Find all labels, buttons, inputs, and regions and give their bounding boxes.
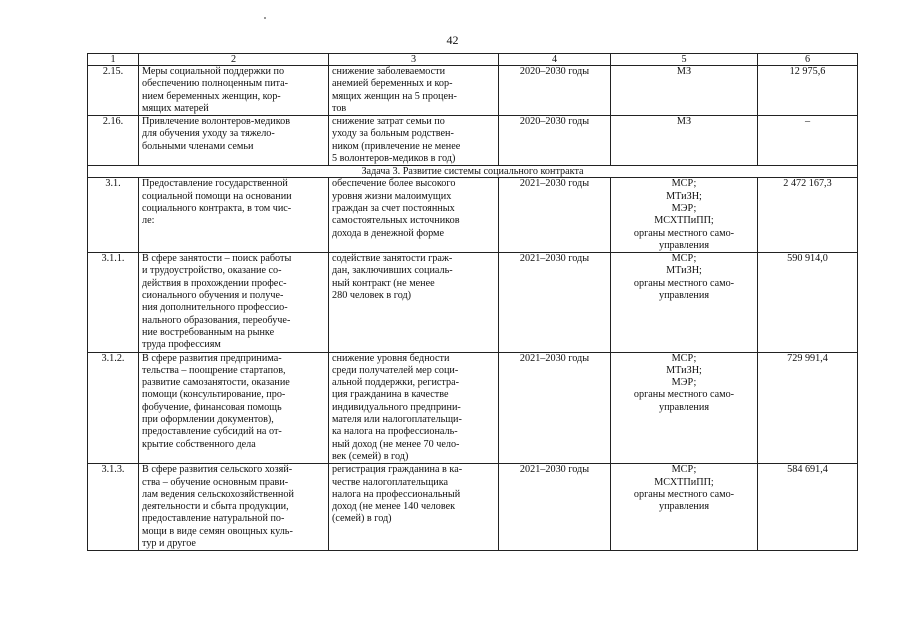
measure-text — [139, 352, 329, 464]
amount-text: 12 975,6 — [758, 66, 858, 116]
executors-text-line: МСР; — [671, 178, 697, 190]
executors-text-line: МСР; — [671, 352, 697, 364]
measure-text — [139, 116, 329, 166]
item-number: 3.1. — [88, 178, 139, 253]
executors-text-line: МТиЗН; — [666, 265, 702, 277]
executors-text-line: МСХТПиПП; — [654, 476, 714, 488]
measure-text-line: и трудоустройство, оказание со- — [142, 265, 282, 277]
period-text: 2020–2030 годы — [499, 116, 611, 166]
result-text-line: альной поддержки, регистра- — [332, 377, 460, 389]
measure-text-line: тельства – поощрение стартапов, — [142, 364, 286, 376]
amount-text: 2 472 167,3 — [758, 178, 858, 253]
result-text-line: мящих женщин на 5 процен- — [332, 90, 457, 102]
measure-text-line: В сфере занятости – поиск работы — [142, 253, 292, 265]
item-number: 3.1.1. — [88, 253, 139, 352]
result-text-line: честве налогоплательщика — [332, 476, 449, 488]
table-row — [88, 352, 858, 464]
column-header: 2 — [139, 54, 329, 66]
executors-text-line: МСХТПиПП; — [654, 215, 714, 227]
result-text-line: ка налога на профессиональ- — [332, 426, 458, 438]
executors-text — [611, 352, 758, 464]
task-row — [88, 166, 858, 178]
measure-text-line: ства – обучение основным прави- — [142, 476, 289, 488]
item-number: 3.1.2. — [88, 352, 139, 464]
result-text-line: дохода в денежной форме — [332, 227, 445, 239]
measure-text-line: действия в прохождении профес- — [142, 277, 287, 289]
executors-text-line: МТиЗН; — [666, 364, 702, 376]
result-text-line: мателя или налогоплательщи- — [332, 414, 462, 426]
executors-text — [611, 178, 758, 253]
amount-text: 584 691,4 — [758, 464, 858, 551]
executors-text-line: органы местного само- — [633, 227, 735, 239]
measure-text-line: труда профессиям — [142, 339, 221, 351]
table-row — [88, 116, 858, 166]
measure-text-line: социальной помощи на основании — [142, 190, 292, 202]
measure-text-line: лам ведения сельскохозяйственной — [142, 488, 294, 500]
result-text-line: ный доход (не менее 70 чело- — [332, 438, 460, 450]
executors-text-line: управления — [658, 401, 710, 413]
measure-text-line: В сфере развития сельского хозяй- — [142, 464, 293, 476]
result-text-line: снижение заболеваемости — [332, 66, 446, 77]
scan-speck — [264, 17, 266, 19]
measure-text — [139, 178, 329, 253]
executors-text-line: управления — [658, 290, 710, 302]
measure-text — [139, 464, 329, 551]
measure-text-line: обеспечению полноценным пита- — [142, 78, 289, 90]
result-text-line: уровня жизни малоимущих — [332, 190, 452, 202]
result-text-line: регистрация гражданина в ка- — [332, 464, 463, 476]
executors-text-line: МТиЗН; — [666, 190, 702, 202]
amount-text: 729 991,4 — [758, 352, 858, 464]
column-header: 6 — [758, 54, 858, 66]
measure-text-line: помощи (консультирование, про- — [142, 389, 286, 401]
result-text-line: индивидуального предприни- — [332, 401, 461, 413]
result-text-line: снижение уровня бедности — [332, 352, 450, 364]
result-text-line: граждан за счет постоянных — [332, 202, 455, 214]
measure-text-line: предоставление субсидий на от- — [142, 426, 282, 438]
measure-text — [139, 66, 329, 116]
page-number: 42 — [446, 33, 459, 47]
table-row — [88, 464, 858, 551]
result-text-line: самостоятельных источников — [332, 215, 460, 227]
result-text-line: доход (не менее 140 человек — [332, 501, 456, 513]
measure-text-line: Меры социальной поддержки по — [142, 66, 285, 77]
period-text: 2021–2030 годы — [499, 178, 611, 253]
result-text-line: век (семей) в год) — [332, 450, 409, 462]
executors-text-line: МЭР; — [671, 202, 697, 214]
result-text — [329, 464, 499, 551]
result-text-line: ный контракт (не менее — [332, 277, 435, 289]
table-row — [88, 178, 858, 253]
executors-text — [611, 116, 758, 166]
result-text-line: содействие занятости граж- — [332, 253, 453, 265]
measure-text-line: нального образования, переобуче- — [142, 314, 291, 326]
measure-text-line: социального контракта, в том чис- — [142, 202, 292, 214]
measure-text-line: Привлечение волонтеров-медиков — [142, 116, 291, 128]
item-number: 2.15. — [88, 66, 139, 116]
measure-text-line: ле: — [142, 215, 155, 227]
period-text: 2021–2030 годы — [499, 464, 611, 551]
result-text-line: 5 волонтеров-медиков в год) — [332, 153, 456, 165]
column-header: 1 — [88, 54, 139, 66]
result-text — [329, 352, 499, 464]
measure-text-line: тур и другое — [142, 537, 196, 549]
measure-text-line: для обучения уходу за тяжело- — [142, 128, 275, 140]
measure-text-line: мящих матерей — [142, 102, 209, 114]
measure-text-line: деятельности и сбыта продукции, — [142, 501, 289, 513]
measure-text-line: ния дополнительного профессио- — [142, 302, 288, 314]
result-text-line: тов — [332, 102, 347, 114]
column-header: 3 — [329, 54, 499, 66]
measure-text-line: развитие самозанятости, оказание — [142, 377, 290, 389]
task-title: Задача 3. Развитие системы социального контракта — [88, 166, 858, 178]
measure-text-line: В сфере развития предпринима- — [142, 352, 282, 364]
measure-text-line: сионального обучения и получе- — [142, 290, 284, 302]
table-body — [88, 66, 858, 551]
period-text: 2021–2030 годы — [499, 352, 611, 464]
measure-text-line: Предоставление государственной — [142, 178, 288, 190]
amount-text: 590 914,0 — [758, 253, 858, 352]
measure-text-line: фобучение, финансовая помощь — [142, 401, 282, 413]
result-text-line: среди получателей мер соци- — [332, 364, 459, 376]
table-row — [88, 253, 858, 352]
result-text-line: 280 человек в год) — [332, 290, 412, 302]
measure-text-line: мощи в виде семян овощных куль- — [142, 525, 293, 537]
measure-text-line: предоставление натуральной по- — [142, 513, 285, 525]
executors-text-line: МЭР; — [671, 377, 697, 389]
executors-text-line: МСР; — [671, 253, 697, 265]
result-text — [329, 178, 499, 253]
measure-text — [139, 253, 329, 352]
executors-text — [611, 253, 758, 352]
column-header: 4 — [499, 54, 611, 66]
executors-text-line: МЗ — [676, 66, 692, 77]
item-number: 3.1.3. — [88, 464, 139, 551]
executors-text — [611, 464, 758, 551]
result-text-line: анемией беременных и кор- — [332, 78, 453, 90]
amount-text: – — [758, 116, 858, 166]
executors-text-line: МЗ — [676, 116, 692, 128]
result-text-line: снижение затрат семьи по — [332, 116, 445, 128]
result-text-line: уходу за больным родствен- — [332, 128, 454, 140]
measure-text-line: ние востребованным на рынке — [142, 326, 275, 338]
result-text-line: налога на профессиональный — [332, 488, 461, 500]
measures-table — [87, 53, 858, 551]
executors-text-line: управления — [658, 501, 710, 513]
header-row — [88, 54, 858, 66]
result-text-line: ником (привлечение не менее — [332, 140, 461, 152]
period-text: 2021–2030 годы — [499, 253, 611, 352]
measure-text-line: больными членами семьи — [142, 140, 254, 152]
result-text-line: (семей) в год) — [332, 513, 392, 525]
executors-text-line: управления — [658, 239, 710, 251]
result-text-line: обеспечение более высокого — [332, 178, 456, 190]
executors-text-line: МСР; — [671, 464, 697, 476]
result-text-line: дан, заключивших социаль- — [332, 265, 453, 277]
measure-text-line: при оформлении документов), — [142, 414, 274, 426]
executors-text — [611, 66, 758, 116]
item-number: 2.16. — [88, 116, 139, 166]
executors-text-line: органы местного само- — [633, 488, 735, 500]
result-text — [329, 66, 499, 116]
result-text — [329, 116, 499, 166]
measure-text-line: крытие собственного дела — [142, 438, 256, 450]
executors-text-line: органы местного само- — [633, 277, 735, 289]
executors-text-line: органы местного само- — [633, 389, 735, 401]
period-text: 2020–2030 годы — [499, 66, 611, 116]
column-header: 5 — [611, 54, 758, 66]
measure-text-line: нием беременных женщин, кор- — [142, 90, 281, 102]
result-text-line: ция гражданина в качестве — [332, 389, 449, 401]
result-text — [329, 253, 499, 352]
table-row — [88, 66, 858, 116]
